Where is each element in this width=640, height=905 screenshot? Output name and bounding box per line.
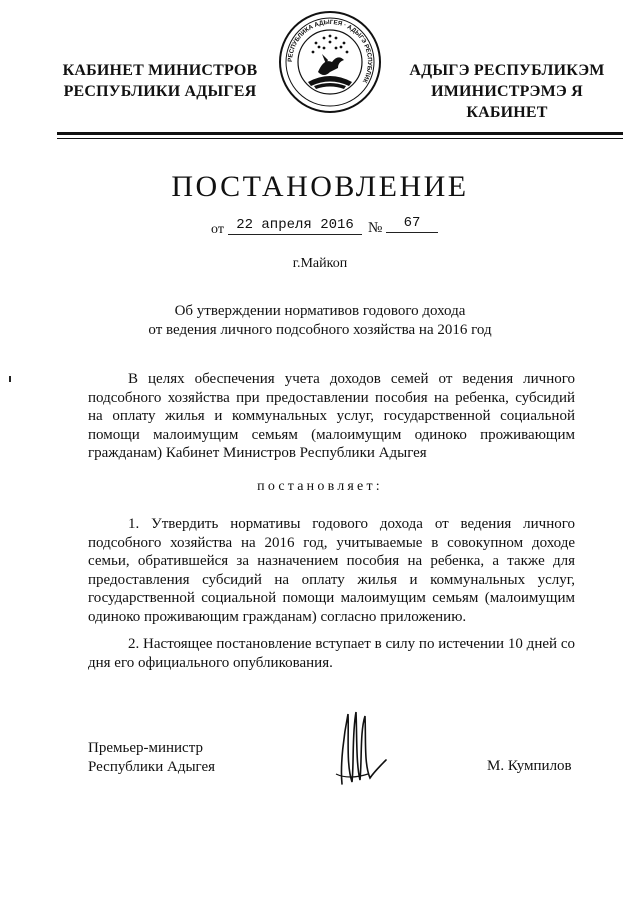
header-left-authority — [60, 60, 260, 102]
item-2-text: 2. Настоящее постановление вступает в силу по истечении 10 дней со дня его официального опубликования. — [88, 636, 575, 671]
item-1-paragraph — [88, 515, 575, 626]
subject-line1: Об утверждении нормативов годового дохода — [174, 303, 466, 319]
scan-mark — [9, 376, 11, 382]
handwritten-signature — [322, 704, 402, 789]
signatory-position-line1: Премьер-министр — [88, 740, 203, 756]
signatory-position — [88, 739, 215, 777]
subject-line2: от ведения личного подсобного хозяйства на 2016 год — [148, 322, 492, 338]
document-subject — [120, 302, 520, 340]
header-left-line1: КАБИНЕТ МИНИСТРОВ — [62, 62, 258, 79]
preamble-text: В целях обеспечения учета доходов семей от ведения личного подсобного хозяйства при предоставлении пособия на ребенка, субсидий на оплату жилья и коммунальных услуг, государственной социальной помощи малоимущим семьям (малоимущим одиноко проживающим гражданам) Кабинет Министров Республики Адыгея — [88, 371, 575, 461]
document-title: ПОСТАНОВЛЕНИЕ — [171, 170, 469, 203]
header-right-line2: ИМИНИСТРЭМЭ Я КАБИНЕТ — [431, 83, 583, 121]
document-date: 22 апреля 2016 — [228, 216, 362, 235]
preamble-paragraph — [88, 370, 575, 463]
item-1-text: 1. Утвердить нормативы годового дохода от ведения личного подсобного хозяйства на 2016 год, учитываемые в совокупном доходе семьи, обратившейся за назначением пособия на ребенка, а также для предоставления субсидий на оплату жилья и коммунальных услуг, государственной социальной помощи малоимущим семьям (малоимущим одиноко проживающим гражданам) согласно приложению. — [88, 516, 575, 625]
date-number-line — [0, 214, 640, 238]
signatory-name: М. Кумпилов — [487, 758, 572, 774]
resolves-heading: постановляет: — [257, 479, 383, 494]
signatory-position-line2: Республики Адыгея — [88, 759, 216, 775]
header-right-line1: АДЫГЭ РЕСПУБЛИКЭМ — [409, 62, 605, 79]
header-left-line2: РЕСПУБЛИКИ АДЫГЕЯ — [63, 83, 257, 100]
coat-of-arms-emblem — [278, 10, 382, 114]
header-divider-thin — [57, 138, 623, 139]
date-prefix: от — [211, 222, 224, 237]
item-2-paragraph — [88, 635, 575, 672]
emblem-ring-text: РЕСПУБЛИКА АДЫГЕЯ · АДЫГЭ РЕСПУБЛИК — [286, 18, 374, 84]
document-number: 67 — [386, 214, 438, 233]
number-prefix: № — [368, 220, 383, 236]
header-divider-thick — [57, 132, 623, 135]
header-right-authority — [392, 60, 622, 123]
document-city: г.Майкоп — [292, 256, 348, 271]
